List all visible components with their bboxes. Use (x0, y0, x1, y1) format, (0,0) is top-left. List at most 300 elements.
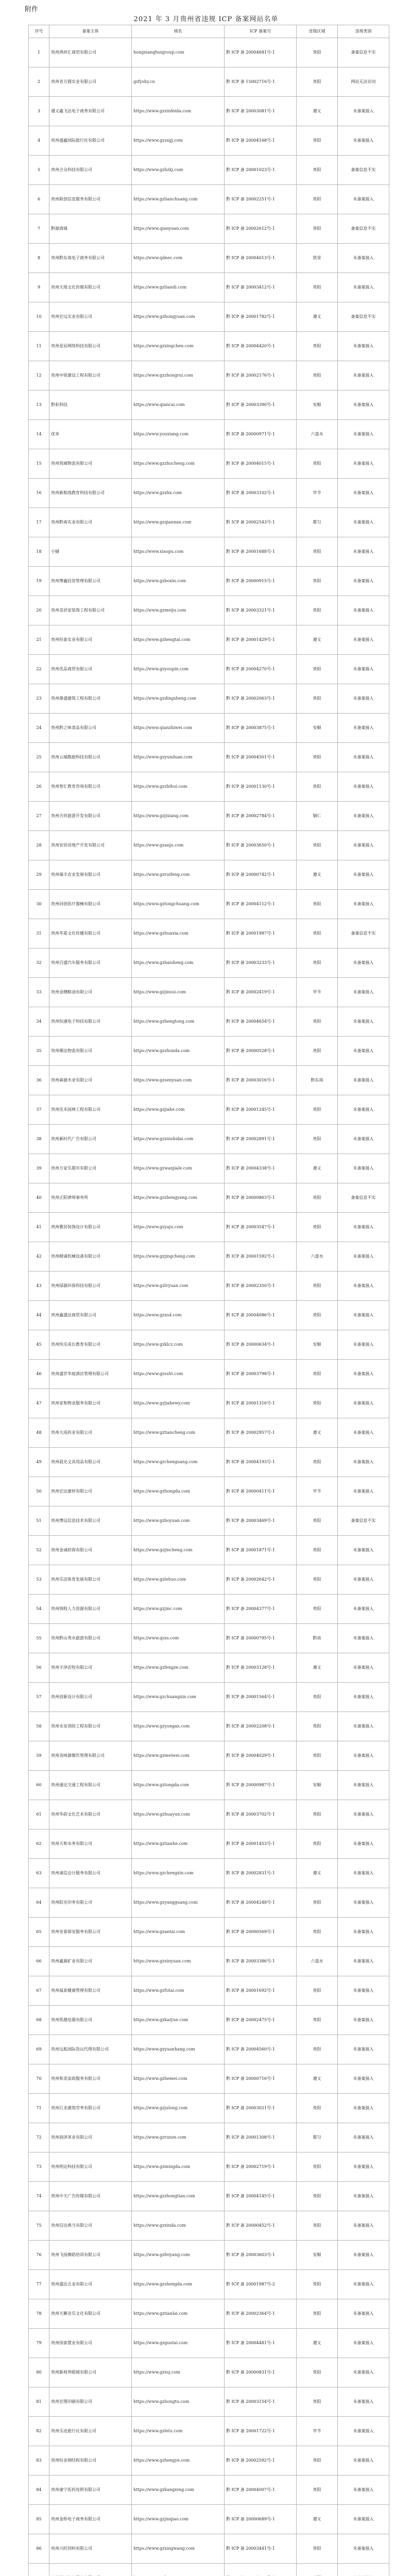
table-row (29, 2241, 389, 2270)
row-domain: https://www.gzlvyuan.com (132, 1272, 225, 1301)
row-area: 贵阳 (297, 1918, 338, 1947)
table-row (29, 890, 389, 919)
row-entity: 贵州福泰健康管理有限公司 (49, 1976, 132, 2006)
row-icp: 黔 ICP 备 20000411号-1 (225, 1477, 297, 1506)
row-type: 未备案接入 (338, 1389, 389, 1418)
row-entity: 贵州明达科技有限公司 (49, 2153, 132, 2182)
row-index: 46 (29, 1360, 49, 1389)
row-domain: https://www.gzjixiang.com (132, 802, 225, 831)
row-area: 遵义 (297, 2329, 338, 2358)
row-area: 安顺 (297, 391, 338, 420)
table-body (29, 38, 389, 2576)
row-domain: https://www.gztiancheng.com (132, 1418, 225, 1448)
row-domain: https://www.gzmingda.com (132, 2153, 225, 2182)
table-row (29, 1947, 389, 1976)
row-entity: 贵州智汇教育咨询有限公司 (49, 772, 132, 802)
table-row (29, 596, 389, 625)
row-entity: 贵州联创信息服务有限公司 (49, 185, 132, 214)
row-type: 未备案接入 (338, 1242, 389, 1272)
row-domain: https://www.gzxinshidai.com (132, 1125, 225, 1154)
row-area: 贵阳 (297, 1712, 338, 1741)
row-area: 贵阳 (297, 332, 338, 361)
row-icp: 黔 ICP 备 20004420号-1 (225, 332, 297, 361)
row-area: 贵阳 (297, 1272, 338, 1301)
row-domain: https://www.gzzhongtian.com (132, 2182, 225, 2211)
row-type: 未备案接入 (338, 2241, 389, 2270)
row-type: 未备案接入 (338, 126, 389, 156)
row-index: 40 (29, 1183, 49, 1213)
row-index: 32 (29, 948, 49, 978)
row-area: 贵阳 (297, 1976, 338, 2006)
row-icp: 黔 ICP 备 20003412号-1 (225, 273, 297, 302)
row-area: 贵阳 (297, 2534, 338, 2564)
row-domain: https://www.gzyunduan.com (132, 743, 225, 772)
row-index: 14 (29, 420, 49, 449)
table-row (29, 1506, 389, 1536)
row-entity: 贵州森源木业有限公司 (49, 1066, 132, 1095)
row-icp: 黔 ICP 备 20004681号-1 (225, 38, 297, 67)
row-type: 未备案接入 (338, 1565, 389, 1595)
row-index: 43 (29, 1272, 49, 1301)
row-area: 贵阳 (297, 655, 338, 684)
row-area: 贵阳 (297, 567, 338, 596)
row-entity: 贵州顺达物流有限公司 (49, 1037, 132, 1066)
row-type: 未备案接入 (338, 508, 389, 537)
row-icp: 黔 ICP 备 20002176号-1 (225, 361, 297, 391)
row-domain: https://www.gzletu.com (132, 2417, 225, 2446)
table-row (29, 1918, 389, 1947)
row-entity: 贵州金诚担保有限公司 (49, 1536, 132, 1565)
table-row (29, 1741, 389, 1771)
table-row (29, 567, 389, 596)
row-index: 42 (29, 1242, 49, 1272)
row-icp: 黔 ICP 备 20002612号-1 (225, 214, 297, 244)
row-domain: https://www.gzshengda.com (132, 2270, 225, 2299)
table-row (29, 684, 389, 714)
row-index: 25 (29, 743, 49, 772)
row-entity: 贵州省方圆实业有限公司 (49, 67, 132, 97)
row-type: 未备案接入 (338, 449, 389, 479)
row-area: 毕节 (297, 1477, 338, 1506)
row-entity: 贵州阳光印务有限公司 (49, 1888, 132, 1918)
row-icp: 黔 ICP 备 15002716号-1 (225, 67, 297, 97)
row-type: 未备案接入 (338, 332, 389, 361)
table-row (29, 2064, 389, 2094)
row-area: 贵阳 (297, 1360, 338, 1389)
row-area: 贵阳 (297, 273, 338, 302)
row-type: 未备案接入 (338, 2505, 389, 2534)
row-entity: 贵州永安消防工程有限公司 (49, 1712, 132, 1741)
row-area: 黔南 (297, 1624, 338, 1653)
table-row (29, 449, 389, 479)
row-area: 贵阳 (297, 1829, 338, 1859)
row-entity: 贵州安泰保安服务有限公司 (49, 1918, 132, 1947)
row-icp: 黔 ICP 备 20001722号-1 (225, 2417, 297, 2446)
row-entity: 贵州鑫盛达商贸有限公司 (49, 1301, 132, 1330)
column-header-icp: ICP 备案号 (225, 25, 297, 38)
row-icp: 黔 ICP 备 20001453号-1 (225, 1829, 297, 1859)
row-icp: 黔 ICP 备 20002208号-1 (225, 1712, 297, 1741)
row-index: 2 (29, 67, 49, 97)
row-icp: 黔 ICP 备 20004501号-1 (225, 743, 297, 772)
row-entity: 贵州宏图印刷有限公司 (49, 2387, 132, 2417)
row-type: 未备案接入 (338, 1066, 389, 1095)
row-index: 83 (29, 2446, 49, 2476)
row-index: 35 (29, 1037, 49, 1066)
row-area: 贵阳 (297, 2299, 338, 2329)
row-type: 未备案接入 (338, 97, 389, 126)
table-row (29, 97, 389, 126)
row-index: 31 (29, 919, 49, 948)
row-icp: 黔 ICP 备 20000452号-1 (225, 2211, 297, 2241)
row-icp: 黔 ICP 备 20002364号-1 (225, 2299, 297, 2329)
row-icp: 黔 ICP 备 20004168号-1 (225, 126, 297, 156)
row-index: 17 (29, 508, 49, 537)
row-entity: 贵州筑城物流有限公司 (49, 449, 132, 479)
row-entity: 贵州盛鑫国际旅行社有限公司 (49, 126, 132, 156)
row-domain: https://www.gzyaju.com (132, 1213, 225, 1242)
row-entity: 贵州华韵文化艺术有限公司 (49, 1800, 132, 1829)
row-entity: 贵州新时代广告有限公司 (49, 1125, 132, 1154)
table-row (29, 2534, 389, 2564)
table-row (29, 743, 389, 772)
row-index: 60 (29, 1771, 49, 1800)
table-row (29, 2270, 389, 2299)
row-domain: https://www.gzxhx.com (132, 479, 225, 508)
row-area: 六盘水 (297, 1947, 338, 1976)
row-area: 贵阳 (297, 1125, 338, 1154)
row-index: 20 (29, 596, 49, 625)
table-row (29, 2123, 389, 2153)
row-type: 未备案接入 (338, 479, 389, 508)
row-type: 未备案接入 (338, 1595, 389, 1624)
row-area: 贵阳 (297, 2035, 338, 2064)
row-type: 未备案接入 (338, 1418, 389, 1448)
row-icp: 黔 ICP 备 20004654号-1 (225, 1007, 297, 1037)
row-entity: 贵州同创医疗器械有限公司 (49, 890, 132, 919)
row-domain: https://www.gzhongyuan.com (132, 302, 225, 332)
row-index: 16 (29, 479, 49, 508)
table-row (29, 214, 389, 244)
row-domain: https://www.gztongda.com (132, 1771, 225, 1800)
row-icp: 黔 ICP 备 20001245号-1 (225, 1095, 297, 1125)
row-index: 37 (29, 1095, 49, 1125)
row-entity: 贵州精诚机械设备有限公司 (49, 1242, 132, 1272)
row-area: 贵阳 (297, 684, 338, 714)
row-area: 遵义 (297, 2505, 338, 2534)
row-area: 贵阳 (297, 1741, 338, 1771)
table-row (29, 302, 389, 332)
row-index: 15 (29, 449, 49, 479)
row-area: 贵阳 (297, 1213, 338, 1242)
row-domain: https://www.qianzhiwei.com (132, 714, 225, 743)
table-row (29, 1330, 389, 1360)
row-type: 未备案接入 (338, 1947, 389, 1976)
row-type: 未备案接入 (338, 1771, 389, 1800)
row-domain: https://www.gzxingchen.com (132, 332, 225, 361)
row-domain: https://www.gzjulong.com (132, 2094, 225, 2123)
row-type (338, 2564, 389, 2576)
row-entity: 贵州佳禾园林工程有限公司 (49, 1095, 132, 1125)
row-domain: https://www.gzrunze.com (132, 2123, 225, 2153)
row-entity: 贵州天和水务有限公司 (49, 1829, 132, 1859)
row-type: 未备案接入 (338, 860, 389, 890)
column-header-entity: 备案主体 (49, 25, 132, 38)
row-domain: https://www.gzjinc.com (132, 1595, 225, 1624)
table-row (29, 1771, 389, 1800)
row-domain: https://www.gzxingwang.com (132, 2534, 225, 2564)
row-domain: https://www.gzhengtai.com (132, 625, 225, 655)
row-area: 贵阳 (297, 1506, 338, 1536)
row-entity: 遵义鑫飞达电子商务有限公司 (49, 97, 132, 126)
row-index: 18 (29, 537, 49, 567)
row-index: 44 (29, 1301, 49, 1330)
row-icp: 黔 ICP 备 20004112号-1 (225, 890, 297, 919)
table-row (29, 2476, 389, 2505)
row-entity: 贵州优品商贸有限公司 (49, 655, 132, 684)
row-index: 47 (29, 1389, 49, 1418)
row-index: 30 (29, 890, 49, 919)
row-icp: 黔 ICP 备 20002475号-1 (225, 2006, 297, 2035)
table-row (29, 1477, 389, 1506)
row-domain: https://www.gzchenguang.com (132, 1448, 225, 1477)
row-area: 贵阳 (297, 1888, 338, 1918)
table-row (29, 1095, 389, 1125)
row-type: 未备案接入 (338, 1800, 389, 1829)
row-type: 未备案接入 (338, 831, 389, 860)
row-entity: 贵州恒业钢结构有限公司 (49, 2446, 132, 2476)
row-index: 27 (29, 802, 49, 831)
row-area: 贵阳 (297, 596, 338, 625)
row-icp: 黔 ICP 备 20001987号-1 (225, 919, 297, 948)
row-domain: https://www.qianyuan.com (132, 214, 225, 244)
row-icp: 黔 ICP 备 20004338号-1 (225, 1154, 297, 1183)
row-index: 58 (29, 1712, 49, 1741)
row-area: 六盘水 (297, 1242, 338, 1272)
row-index: 38 (29, 1125, 49, 1154)
row-type: 未备案接入 (338, 978, 389, 1007)
row-area: 贵阳 (297, 449, 338, 479)
row-icp: 黔 ICP 备 20003081号-1 (225, 97, 297, 126)
row-type: 未备案接入 (338, 2006, 389, 2035)
row-index: 77 (29, 2270, 49, 2299)
row-entity: 贵州新视界眼镜有限公司 (49, 2358, 132, 2387)
row-index: 13 (29, 391, 49, 420)
row-domain: https://www.gzboxin.com (132, 567, 225, 596)
row-index: 71 (29, 2094, 49, 2123)
row-domain: https://www.gzanju.com (132, 831, 225, 860)
row-domain: https://www.gzbaisheng.com (132, 948, 225, 978)
row-index: 56 (29, 1653, 49, 1683)
row-icp: 黔 ICP 备 20003154号-1 (225, 2387, 297, 2417)
row-type: 未备案接入 (338, 1829, 389, 1859)
row-index: 3 (29, 97, 49, 126)
row-domain: https://www.gzxsj.com (132, 2358, 225, 2387)
table-row (29, 1565, 389, 1595)
row-entity: 贵州鸿祥汇商贸有限公司 (49, 38, 132, 67)
row-type: 未备案接入 (338, 1653, 389, 1683)
row-icp: 黔 ICP 备 20001692号-1 (225, 1976, 297, 2006)
row-icp: 黔 ICP 备 20001871号-1 (225, 1536, 297, 1565)
row-entity: 贵州鑫源矿业有限公司 (49, 1947, 132, 1976)
row-entity: 贵州绿源环保科技有限公司 (49, 1272, 132, 1301)
row-type: 未备案接入 (338, 420, 389, 449)
row-domain (132, 2564, 225, 2576)
row-type: 未备案接入 (338, 2358, 389, 2387)
row-area: 遵义 (297, 302, 338, 332)
row-index: 81 (29, 2387, 49, 2417)
row-domain: https://www.gzzhengyang.com (132, 1183, 225, 1213)
table-row (29, 2329, 389, 2358)
row-domain: https://www.gzruifeng.com (132, 860, 225, 890)
row-type: 未备案接入 (338, 772, 389, 802)
row-entity: 贵州锦程人力资源有限公司 (49, 1595, 132, 1624)
row-index: 85 (29, 2505, 49, 2534)
row-icp: 黔 ICP 备 20003702号-1 (225, 1800, 297, 1829)
row-icp (225, 2564, 297, 2576)
row-area: 贵阳 (297, 2270, 338, 2299)
table-row (29, 273, 389, 302)
row-area: 贵阳 (297, 2006, 338, 2035)
row-entity: 贵州国泰置业有限公司 (49, 2329, 132, 2358)
table-row (29, 802, 389, 831)
row-area: 六盘水 (297, 420, 338, 449)
row-index: 52 (29, 1536, 49, 1565)
row-index: 82 (29, 2417, 49, 2446)
row-domain: https://www.gzlianchuang.com (132, 185, 225, 214)
row-type: 网站无法访问 (338, 67, 389, 97)
row-domain: https://www.gztiandi.com (132, 273, 225, 302)
row-entity (49, 2564, 132, 2576)
table-row (29, 772, 389, 802)
row-type: 未备案接入 (338, 1095, 389, 1125)
row-area: 铜仁 (297, 802, 338, 831)
row-icp: 黔 ICP 备 20003798号-1 (225, 1360, 297, 1389)
row-index: 63 (29, 1859, 49, 1888)
row-type: 未备案接入 (338, 1712, 389, 1741)
row-icp: 黔 ICP 备 20002831号-1 (225, 1859, 297, 1888)
row-entity: 贵州快乐成长教育有限公司 (49, 1330, 132, 1360)
row-domain: https://www.gzmeiju.com (132, 596, 225, 625)
row-domain: https://www.gzhongda.com (132, 1477, 225, 1506)
row-icp: 黔 ICP 备 20004015号-1 (225, 449, 297, 479)
row-icp: 黔 ICP 备 20002642号-1 (225, 1565, 297, 1595)
row-entity: 贵州盛世华庭酒店管理有限公司 (49, 1360, 132, 1389)
table-row (29, 2358, 389, 2387)
row-domain: https://www.gzhengye.com (132, 2446, 225, 2476)
row-area: 贵阳 (297, 831, 338, 860)
table-row (29, 126, 389, 156)
row-entity: 贵州天成药业有限公司 (49, 1418, 132, 1448)
table-row (29, 1066, 389, 1095)
row-icp: 黔 ICP 备 20003321号-1 (225, 596, 297, 625)
table-row (29, 1976, 389, 2006)
table-row (29, 1888, 389, 1918)
table-row (29, 1360, 389, 1389)
row-index: 12 (29, 361, 49, 391)
row-area (297, 2564, 338, 2576)
row-type: 未备案接入 (338, 1125, 389, 1154)
table-row (29, 2094, 389, 2123)
row-icp: 黔 ICP 备 20000795号-1 (225, 1624, 297, 1653)
row-index: 66 (29, 1947, 49, 1976)
row-domain: https://www.gzhuaxia.com (132, 919, 225, 948)
row-type: 未备案接入 (338, 1007, 389, 1037)
row-domain: https://www.gzhzkj.com (132, 156, 225, 185)
row-index: 84 (29, 2476, 49, 2505)
row-type: 备案信息不实 (338, 214, 389, 244)
row-type: 备案信息不实 (338, 156, 389, 185)
table-row (29, 2564, 389, 2576)
table-row (29, 1800, 389, 1829)
row-domain: https://www.gzjincheng.com (132, 1536, 225, 1565)
row-type: 未备案接入 (338, 2329, 389, 2358)
row-domain: https://www.gzyoupin.com (132, 655, 225, 684)
row-icp: 黔 ICP 备 20001592号-1 (225, 1242, 297, 1272)
row-type: 未备案接入 (338, 1918, 389, 1947)
row-type: 未备案接入 (338, 655, 389, 684)
row-type: 未备案接入 (338, 1301, 389, 1330)
row-entity: 贵州百盛汽车服务有限公司 (49, 948, 132, 978)
row-area: 遵义 (297, 2064, 338, 2094)
table-row (29, 2182, 389, 2211)
row-index: 75 (29, 2211, 49, 2241)
attachment-label: 附件 (25, 6, 39, 13)
row-type: 未备案接入 (338, 537, 389, 567)
row-entity: 贵州黔南实业有限公司 (49, 508, 132, 537)
row-area: 贵阳 (297, 890, 338, 919)
row-icp: 黔 ICP 备 20000689号-1 (225, 2505, 297, 2534)
row-icp: 黔 ICP 备 20004086号-1 (225, 1301, 297, 1330)
row-index: 86 (29, 2534, 49, 2564)
row-index: 39 (29, 1154, 49, 1183)
row-type: 未备案接入 (338, 1888, 389, 1918)
row-index: 26 (29, 772, 49, 802)
row-index: 53 (29, 1565, 49, 1595)
row-index: 57 (29, 1683, 49, 1712)
row-entity: 贵州美居家装饰工程有限公司 (49, 596, 132, 625)
row-index: 34 (29, 1007, 49, 1037)
table-row (29, 2153, 389, 2182)
row-area: 贵阳 (297, 1536, 338, 1565)
row-icp: 黔 ICP 备 20004193号-1 (225, 1448, 297, 1477)
row-icp: 黔 ICP 备 20003875号-1 (225, 714, 297, 743)
row-entity: 小铺 (49, 537, 132, 567)
row-domain: https://www.gzsenyuan.com (132, 1066, 225, 1095)
row-icp: 黔 ICP 备 20002957号-1 (225, 1418, 297, 1448)
violation-table (28, 25, 389, 2576)
row-type: 未备案接入 (338, 2153, 389, 2182)
row-area: 贵阳 (297, 2153, 338, 2182)
row-index: 64 (29, 1888, 49, 1918)
row-entity: 贵州博鑫投资管理有限公司 (49, 567, 132, 596)
row-area: 安顺 (297, 1330, 338, 1360)
row-icp: 黔 ICP 备 20004145号-1 (225, 2182, 297, 2211)
row-icp: 黔 ICP 备 20000569号-1 (225, 1918, 297, 1947)
row-domain: https://www.gztongchuang.com (132, 890, 225, 919)
table-row (29, 2035, 389, 2064)
row-index: 28 (29, 831, 49, 860)
row-domain: https://www.gzjinsui.com (132, 978, 225, 1007)
table-row (29, 1859, 389, 1888)
row-domain: https://www.gzwanjiale.com (132, 1154, 225, 1183)
table-row (29, 1712, 389, 1741)
row-entity: 贵州黔之味食品有限公司 (49, 714, 132, 743)
row-index: 79 (29, 2329, 49, 2358)
row-area: 都匀 (297, 2123, 338, 2153)
row-entity: 贵州乐活体育发展有限公司 (49, 1565, 132, 1595)
row-type: 未备案接入 (338, 743, 389, 772)
